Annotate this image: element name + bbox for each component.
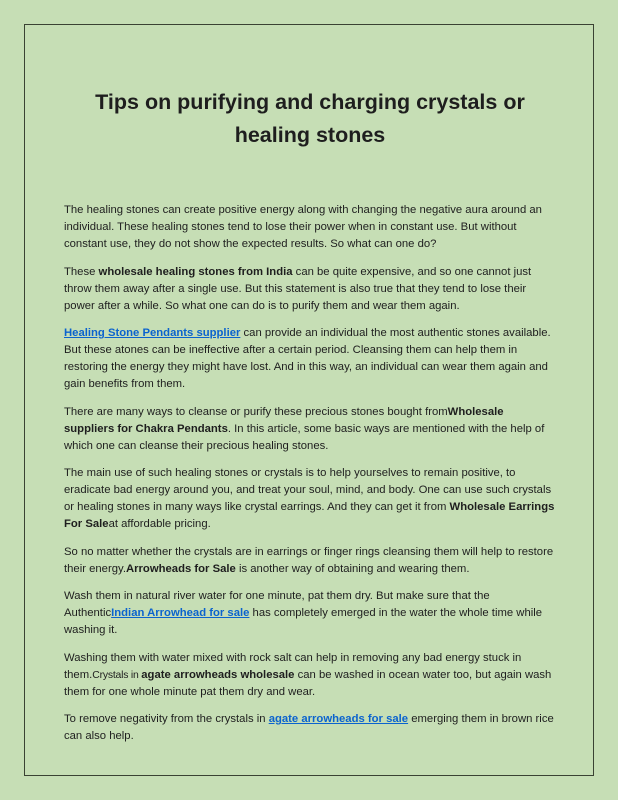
paragraph (64, 544, 556, 578)
paragraph (64, 264, 556, 315)
page-content (64, 86, 556, 756)
text-run: can provide an individual the most authentic stones available. But these atones can be ineffective after a certain period. Cleansing them can help them in restoring the energy they might have lost. And in this way, an individual can wear them again and gain benefits from them. (64, 327, 551, 390)
text-run: The main use of such healing stones or crystals is to help yourselves to remain positive, to eradicate bad energy around you, and treat your soul, mind, and body. One can use such crystals or healing stones in many ways like crystal earrings. And they can get it from (64, 467, 552, 513)
bold-text: agate arrowheads wholesale (141, 668, 295, 681)
text-run: can be quite expensive, and so one cannot just throw them away after a single use. But this statement is also true that they tend to lose their power after a while. So what one can do is to purify them and wear them again. (64, 265, 532, 312)
paragraph (64, 588, 556, 639)
paragraph (64, 650, 556, 701)
text-run: at affordable pricing. (108, 518, 211, 530)
text-run: has completely emerged in the water the whole time while washing it. (64, 607, 543, 636)
page-title-line-1: Tips on purifying and charging crystals or (95, 90, 525, 114)
text-run: There are many ways to cleanse or purify these precious stones bought from (64, 405, 448, 418)
page-title-line-2: healing stones (234, 123, 386, 147)
text-run: So no matter whether the crystals are in earrings or finger rings cleansing them will help to restore their energy. (64, 545, 554, 575)
hyperlink[interactable]: Indian Arrowhead for sale (111, 607, 250, 619)
hyperlink[interactable]: agate arrowheads for sale (268, 713, 409, 725)
page-title (64, 86, 556, 152)
bold-text: Wholesale suppliers for Chakra Pendants (64, 405, 504, 435)
paragraph (64, 325, 556, 393)
text-run: . In this article, some basic ways are mentioned with the help of which one can cleanse their precious healing stones. (64, 422, 545, 452)
paragraph (64, 711, 556, 745)
text-run: is another way of obtaining and wearing them. (235, 562, 470, 575)
paragraph (64, 465, 556, 533)
text-run: emerging them in brown rice can also help. (64, 713, 554, 742)
hyperlink[interactable]: Healing Stone Pendants supplier (64, 327, 241, 339)
text-run: Washing them with water mixed with rock salt can help in removing any bad energy stuck in them. (64, 651, 522, 681)
text-run: can be washed in ocean water too, but again wash them for one whole minute pat them dry and wear. (64, 668, 552, 698)
text-run: To remove negativity from the crystals in (64, 713, 269, 725)
bold-text: Wholesale Earrings For Sale (64, 501, 555, 530)
bold-text: wholesale healing stones from India (98, 265, 293, 278)
paragraph (64, 202, 556, 253)
text-run: Wash them in natural river water for one minute, pat them dry. But make sure that the Authentic (64, 590, 490, 619)
text-run: Crystals in (92, 669, 142, 681)
document-body (64, 202, 556, 745)
paragraph (64, 404, 556, 455)
bold-text: Arrowheads for Sale (125, 562, 236, 575)
text-run: These (64, 265, 99, 278)
text-run: The healing stones can create positive energy along with changing the negative aura around an individual. These healing stones tend to lose their power when in constant use. But without constant use, they do not show the expected results. So what can one do? (64, 204, 542, 250)
